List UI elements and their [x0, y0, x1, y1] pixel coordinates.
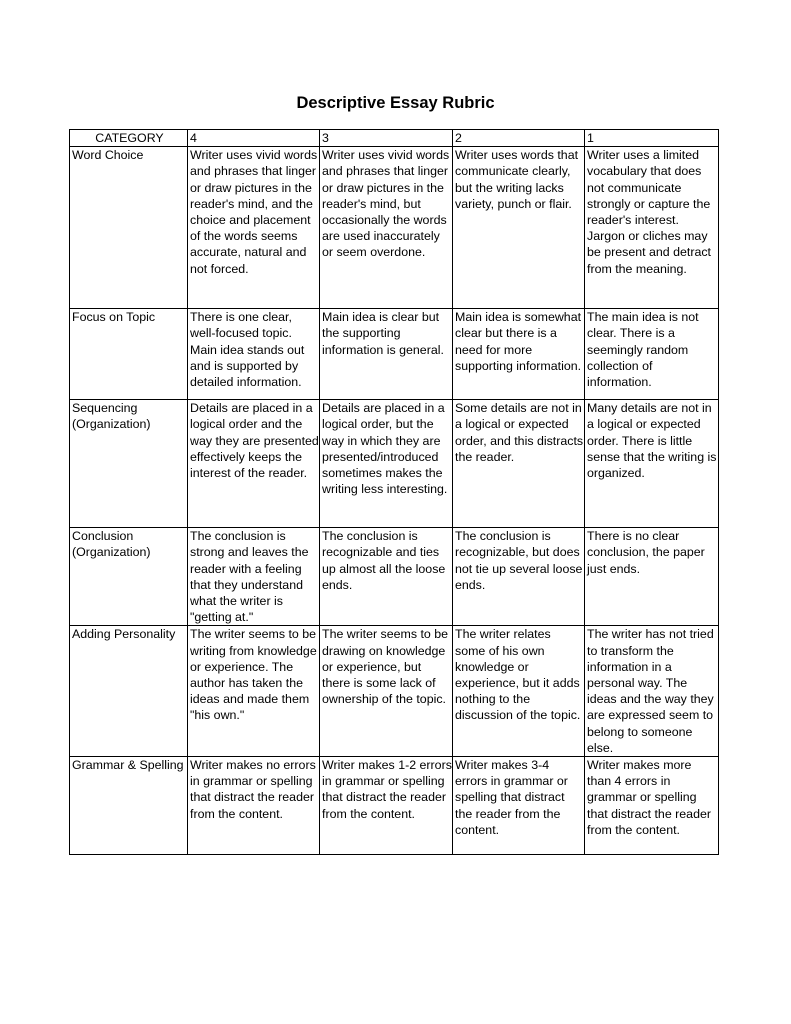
cell-score-4: Writer makes no errors in grammar or spelling that distract the reader from the content. [188, 757, 320, 855]
cell-score-1: There is no clear conclusion, the paper just ends. [585, 528, 719, 626]
row-category: Conclusion (Organization) [70, 528, 188, 626]
row-category: Focus on Topic [70, 309, 188, 400]
cell-score-4: Writer uses vivid words and phrases that linger or draw pictures in the reader's mind, and the choice and placement of the words seems accurate, natural and not forced. [188, 147, 320, 309]
cell-score-2: Some details are not in a logical or expected order, and this distracts the reader. [453, 400, 585, 528]
cell-score-1: Many details are not in a logical or expected order. There is little sense that the writing is organized. [585, 400, 719, 528]
table-row [70, 757, 719, 855]
cell-score-4: The conclusion is strong and leaves the reader with a feeling that they understand what the writer is "getting at." [188, 528, 320, 626]
cell-score-2: The conclusion is recognizable, but does not tie up several loose ends. [453, 528, 585, 626]
rubric-table [69, 129, 719, 855]
row-category: Adding Personality [70, 626, 188, 757]
header-score-2: 2 [453, 130, 585, 147]
cell-score-1: Writer makes more than 4 errors in grammar or spelling that distract the reader from the content. [585, 757, 719, 855]
cell-score-3: Main idea is clear but the supporting information is general. [320, 309, 453, 400]
table-row [70, 147, 719, 309]
cell-score-4: The writer seems to be writing from knowledge or experience. The author has taken the ideas and made them "his own." [188, 626, 320, 757]
header-score-3: 3 [320, 130, 453, 147]
cell-score-1: The writer has not tried to transform the information in a personal way. The ideas and the way they are expressed seem to belong to someone else. [585, 626, 719, 757]
cell-score-2: The writer relates some of his own knowledge or experience, but it adds nothing to the discussion of the topic. [453, 626, 585, 757]
table-row [70, 528, 719, 626]
row-category: Grammar & Spelling [70, 757, 188, 855]
cell-score-2: Main idea is somewhat clear but there is a need for more supporting information. [453, 309, 585, 400]
table-row [70, 626, 719, 757]
cell-score-3: Details are placed in a logical order, but the way in which they are presented/introduced sometimes makes the writing less interesting. [320, 400, 453, 528]
cell-score-2: Writer makes 3-4 errors in grammar or spelling that distract the reader from the content. [453, 757, 585, 855]
row-category: Word Choice [70, 147, 188, 309]
cell-score-4: There is one clear, well-focused topic. Main idea stands out and is supported by detailed information. [188, 309, 320, 400]
header-row [70, 130, 719, 147]
header-category: CATEGORY [70, 130, 188, 147]
cell-score-1: Writer uses a limited vocabulary that does not communicate strongly or capture the reader's interest. Jargon or cliches may be present and detract from the meaning. [585, 147, 719, 309]
cell-score-3: Writer makes 1-2 errors in grammar or spelling that distract the reader from the content. [320, 757, 453, 855]
cell-score-2: Writer uses words that communicate clearly, but the writing lacks variety, punch or flair. [453, 147, 585, 309]
cell-score-3: The writer seems to be drawing on knowledge or experience, but there is some lack of ownership of the topic. [320, 626, 453, 757]
row-category: Sequencing (Organization) [70, 400, 188, 528]
header-score-4: 4 [188, 130, 320, 147]
cell-score-3: Writer uses vivid words and phrases that linger or draw pictures in the reader's mind, but occasionally the words are used inaccurately or seem overdone. [320, 147, 453, 309]
cell-score-3: The conclusion is recognizable and ties up almost all the loose ends. [320, 528, 453, 626]
table-row [70, 400, 719, 528]
cell-score-1: The main idea is not clear. There is a seemingly random collection of information. [585, 309, 719, 400]
header-score-1: 1 [585, 130, 719, 147]
cell-score-4: Details are placed in a logical order and the way they are presented effectively keeps the interest of the reader. [188, 400, 320, 528]
table-row [70, 309, 719, 400]
page-title: Descriptive Essay Rubric [296, 94, 495, 112]
